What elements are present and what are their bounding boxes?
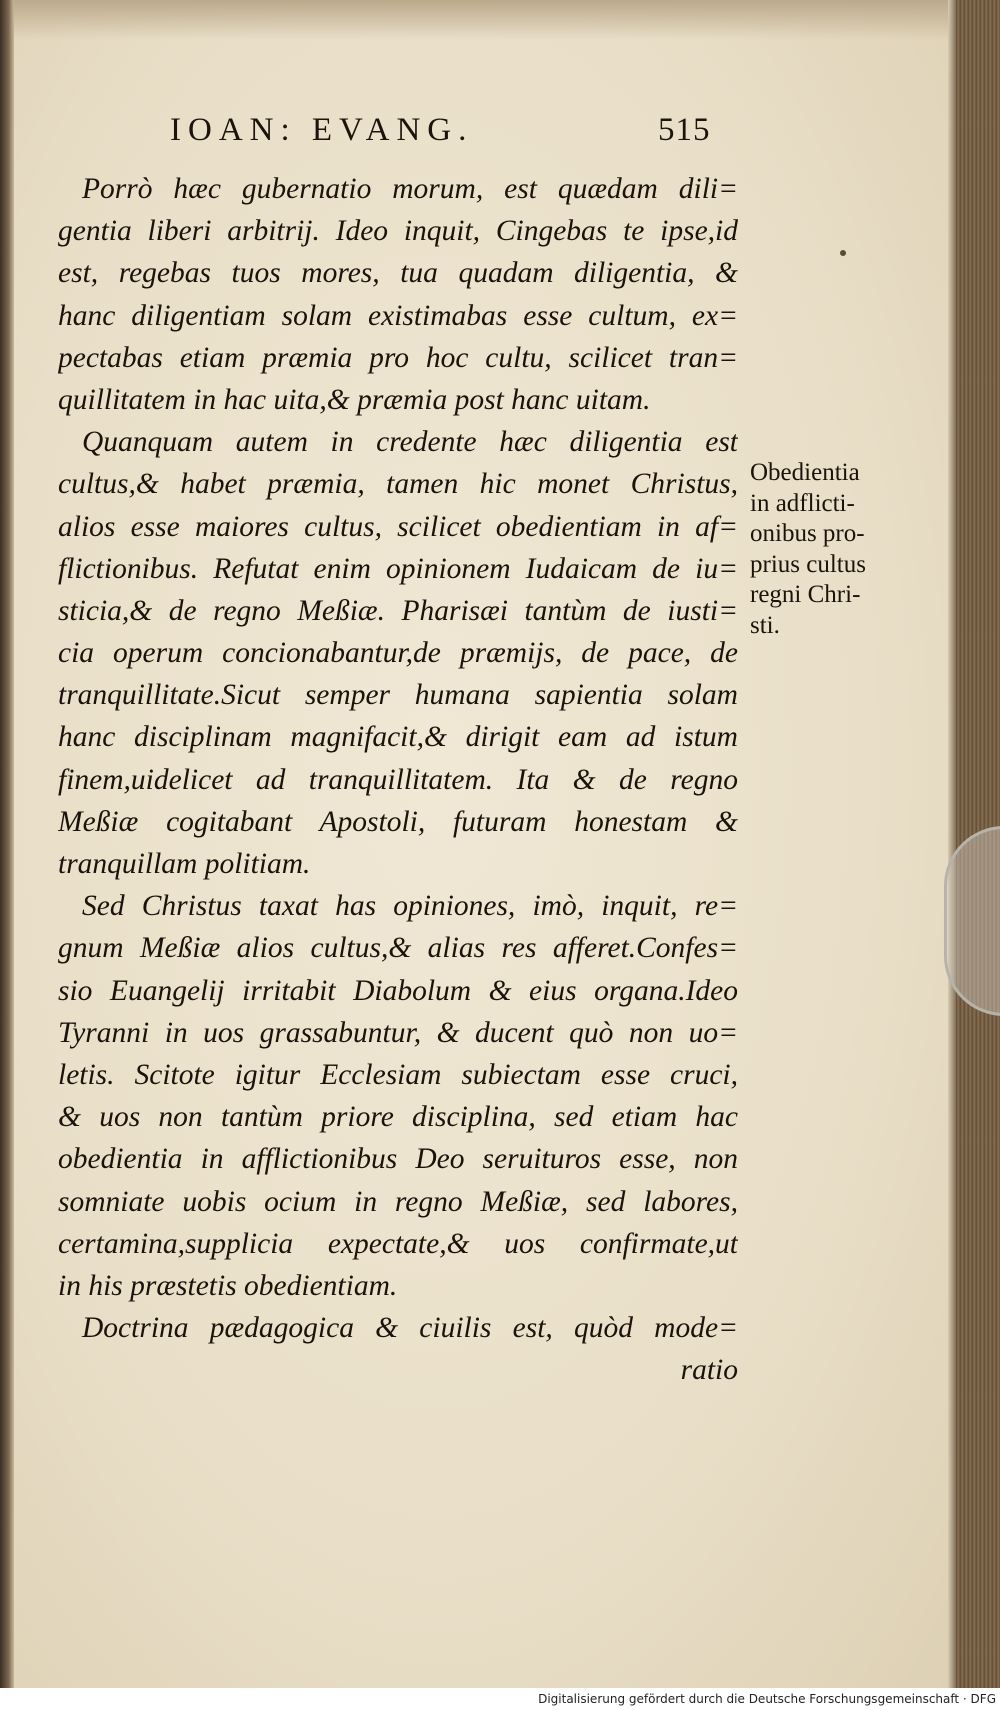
text-line: sticia,& de regno Meßiæ. Pharisæi tantùm de iusti=	[58, 594, 738, 627]
text-line: in his præstetis obedientiam.	[58, 1269, 398, 1302]
text-line: sio Euangelij irritabit Diabolum & eius organa.Ideo	[58, 974, 738, 1007]
text-line: certamina,supplicia expectate,& uos confirmate,ut	[58, 1227, 738, 1260]
text-line: gnum Meßiæ alios cultus,& alias res afferet.Confes=	[58, 932, 738, 965]
text-line: gentia liberi arbitrij. Ideo inquit, Cingebas te ipse,id	[58, 215, 738, 248]
text-line: Porrò hæc gubernatio morum, est quædam dili=	[82, 173, 738, 205]
margin-note-line: in adflicti-	[750, 489, 855, 517]
text-line: finem,uidelicet ad tranquillitatem. Ita & de regno	[58, 763, 738, 796]
text-line: flictionibus. Refutat enim opinionem Iudaicam de iu=	[58, 552, 738, 585]
margin-note-line: sti.	[750, 611, 780, 639]
text-line: hanc disciplinam magnifacit,& dirigit eam ad istum	[58, 721, 738, 754]
page-header	[170, 112, 740, 158]
marginal-note	[750, 458, 935, 641]
text-line: Doctrina pædagogica & ciuilis est, quòd mode=	[82, 1312, 738, 1345]
catchword: ratio	[680, 1354, 738, 1387]
text-line: quillitatem in hac uita,& præmia post hanc uitam.	[58, 383, 651, 416]
margin-note-line: onibus pro-	[750, 520, 865, 547]
margin-note-line: regni Chri-	[750, 581, 861, 608]
page-number: 515	[658, 112, 711, 148]
text-line: est, regebas tuos mores, tua quadam diligentia, &	[58, 257, 738, 290]
text-line: Sed Christus taxat has opiniones, imò, inquit, re=	[82, 890, 738, 923]
page-clip	[944, 826, 1000, 1016]
top-edge-shadow	[14, 0, 948, 40]
text-line: somniate uobis ocium in regno Meßiæ, sed labores,	[58, 1185, 738, 1218]
text-line: tranquillitate.Sicut semper humana sapientia solam	[58, 679, 738, 712]
text-line: Tyranni in uos grassabuntur, & ducent quò non uo=	[58, 1016, 738, 1049]
text-line: Quanquam autem in credente hæc diligentia est	[82, 426, 738, 459]
text-line: letis. Scitote igitur Ecclesiam subiectam esse cruci,	[58, 1058, 738, 1091]
text-line: hanc diligentiam solam existimabas esse cultum, ex=	[58, 299, 738, 332]
text-line: cia operum concionabantur,de præmijs, de pace, de	[58, 637, 738, 670]
text-line: tranquillam politiam.	[58, 848, 311, 880]
margin-note-line: prius cultus	[750, 550, 866, 578]
ink-spot	[840, 250, 846, 256]
text-line: & uos non tantùm priore disciplina, sed etiam hac	[58, 1101, 738, 1134]
body-text	[58, 168, 738, 1391]
binding-gutter	[0, 0, 14, 1700]
text-line: obedientia in afflictionibus Deo seruituros esse, non	[58, 1143, 738, 1176]
text-line: pectabas etiam præmia pro hoc cultu, scilicet tran=	[58, 341, 738, 374]
margin-note-line: Obedientia	[750, 459, 860, 486]
running-head: IOAN: EVANG.	[170, 112, 474, 148]
footer-credit: Digitalisierung gefördert durch die Deutsche Forschungsgemeinschaft · DFG	[538, 1692, 996, 1706]
text-line: cultus,& habet præmia, tamen hic monet Christus,	[58, 468, 738, 501]
text-line: Meßiæ cogitabant Apostoli, futuram honestam &	[58, 805, 738, 838]
text-line: alios esse maiores cultus, scilicet obedientiam in af=	[58, 510, 738, 543]
